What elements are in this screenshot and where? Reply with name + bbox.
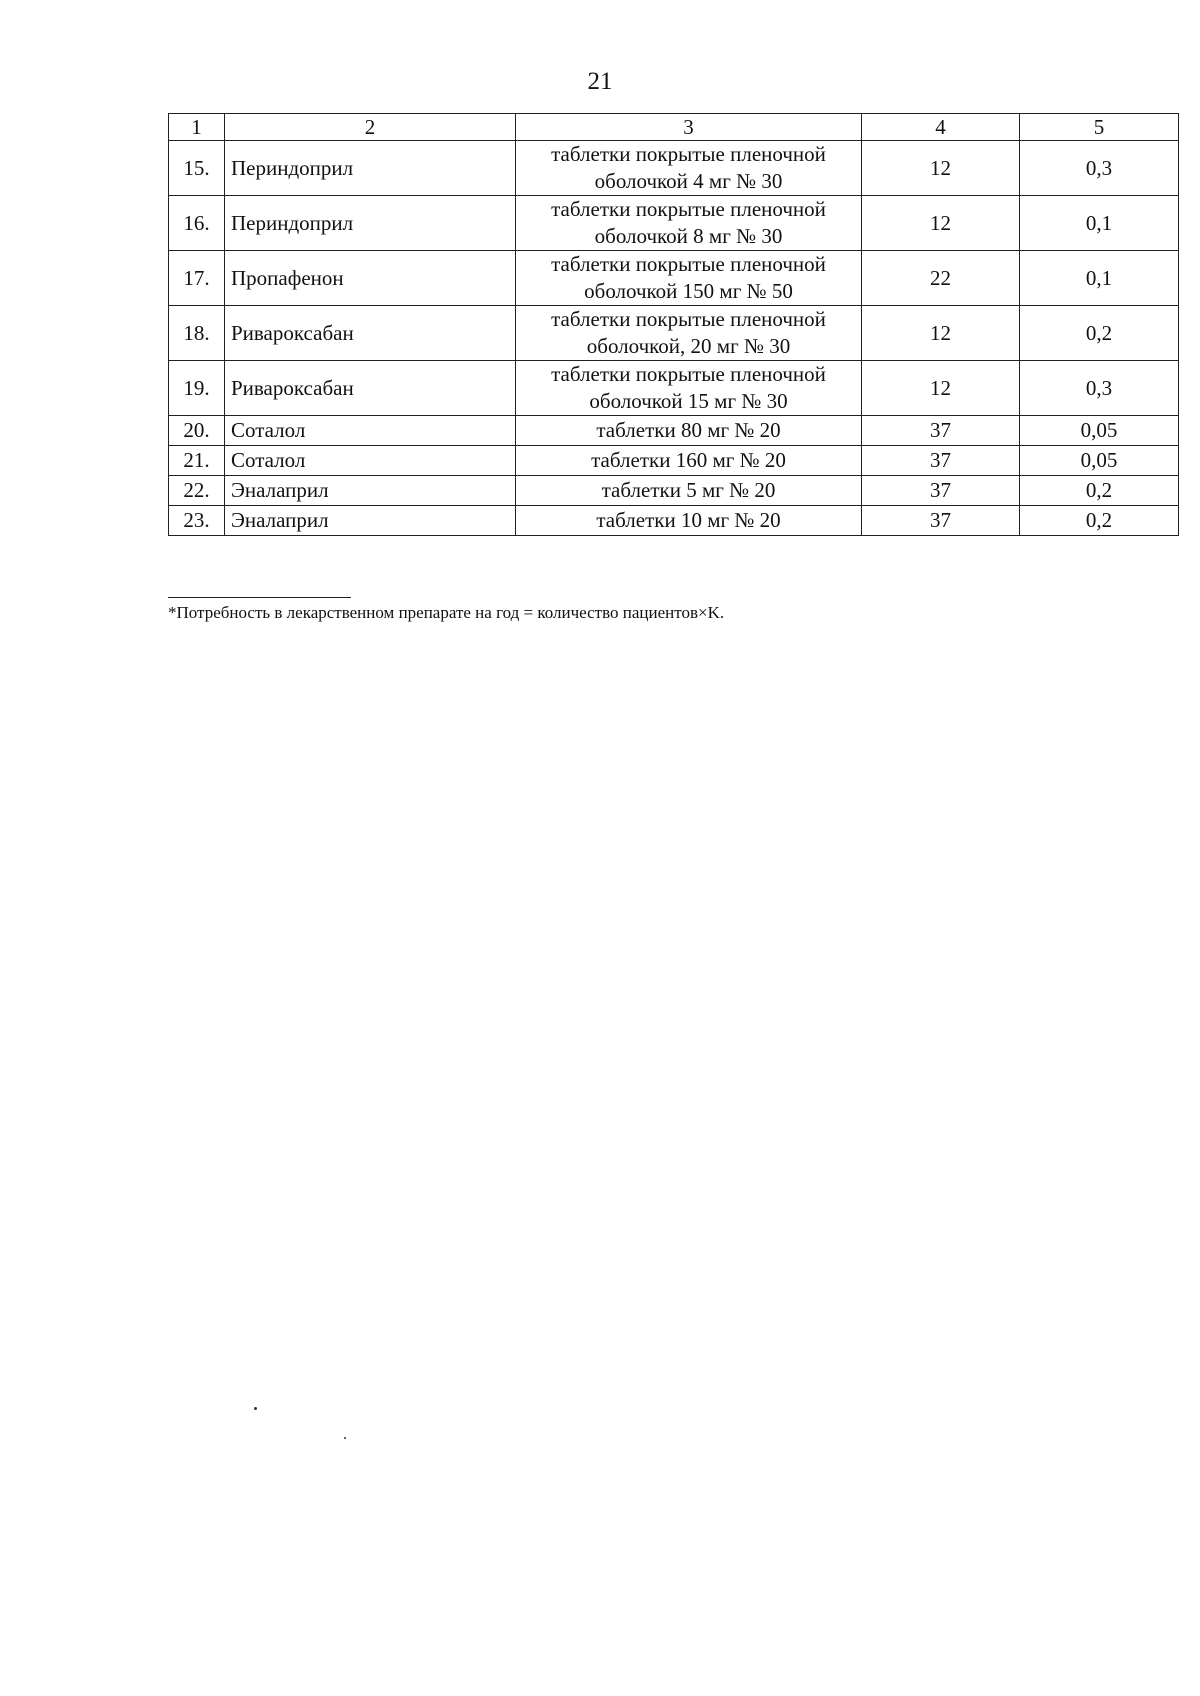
dosage-form-line: таблетки покрытые пленочной: [551, 252, 826, 276]
scan-speck: [344, 1437, 346, 1439]
drug-name: Эналаприл: [225, 506, 516, 536]
row-number: 16.: [169, 196, 225, 251]
row-number: 17.: [169, 251, 225, 306]
table-row: [169, 361, 1179, 416]
row-number: 20.: [169, 416, 225, 446]
column-5-value: 0,3: [1020, 361, 1179, 416]
column-5-value: 0,3: [1020, 141, 1179, 196]
drug-name: Соталол: [225, 446, 516, 476]
table-row: [169, 251, 1179, 306]
column-4-value: 12: [862, 361, 1020, 416]
scan-speck: [254, 1407, 257, 1410]
dosage-form-line: оболочкой 15 мг № 30: [589, 389, 788, 413]
row-number: 22.: [169, 476, 225, 506]
table-row: [169, 446, 1179, 476]
column-4-value: 37: [862, 476, 1020, 506]
dosage-form-line: таблетки покрытые пленочной: [551, 197, 826, 221]
header-cell: 1: [169, 114, 225, 141]
dosage-form-line: таблетки покрытые пленочной: [551, 362, 826, 386]
column-5-value: 0,2: [1020, 506, 1179, 536]
dosage-form: таблетки 10 мг № 20: [516, 506, 862, 536]
dosage-form: [516, 141, 862, 196]
table-row: [169, 306, 1179, 361]
table-row: [169, 141, 1179, 196]
column-4-value: 12: [862, 141, 1020, 196]
column-5-value: 0,05: [1020, 446, 1179, 476]
page-number: 21: [587, 68, 613, 95]
column-4-value: 37: [862, 506, 1020, 536]
drug-name: Пропафенон: [225, 251, 516, 306]
dosage-form-line: оболочкой 8 мг № 30: [594, 224, 783, 248]
column-5-value: 0,1: [1020, 251, 1179, 306]
column-5-value: 0,2: [1020, 306, 1179, 361]
dosage-form: таблетки 5 мг № 20: [516, 476, 862, 506]
column-5-value: 0,1: [1020, 196, 1179, 251]
dosage-form-line: оболочкой 4 мг № 30: [594, 169, 783, 193]
table-row: [169, 196, 1179, 251]
header-cell: 5: [1020, 114, 1179, 141]
column-4-value: 37: [862, 446, 1020, 476]
dosage-form: [516, 306, 862, 361]
header-cell: 4: [862, 114, 1020, 141]
dosage-form-line: таблетки покрытые пленочной: [551, 307, 826, 331]
row-number: 15.: [169, 141, 225, 196]
column-5-value: 0,2: [1020, 476, 1179, 506]
drug-name: Периндоприл: [225, 196, 516, 251]
table-row: [169, 416, 1179, 446]
column-4-value: 12: [862, 196, 1020, 251]
drug-name: Соталол: [225, 416, 516, 446]
dosage-form-line: оболочкой, 20 мг № 30: [586, 334, 791, 358]
table-row: [169, 506, 1179, 536]
drug-name: Эналаприл: [225, 476, 516, 506]
dosage-form: таблетки 80 мг № 20: [516, 416, 862, 446]
drug-name: Периндоприл: [225, 141, 516, 196]
header-cell: 3: [516, 114, 862, 141]
column-5-value: 0,05: [1020, 416, 1179, 446]
dosage-form: [516, 196, 862, 251]
table-row: [169, 476, 1179, 506]
footnote-separator: [168, 597, 351, 598]
dosage-form: [516, 251, 862, 306]
column-4-value: 12: [862, 306, 1020, 361]
column-4-value: 37: [862, 416, 1020, 446]
drug-table: [168, 113, 1179, 536]
dosage-form: таблетки 160 мг № 20: [516, 446, 862, 476]
drug-name: Ривароксабан: [225, 306, 516, 361]
row-number: 23.: [169, 506, 225, 536]
column-4-value: 22: [862, 251, 1020, 306]
dosage-form: [516, 361, 862, 416]
row-number: 19.: [169, 361, 225, 416]
table-header-row: [169, 114, 1179, 141]
row-number: 18.: [169, 306, 225, 361]
dosage-form-line: оболочкой 150 мг № 50: [584, 279, 793, 303]
dosage-form-line: таблетки покрытые пленочной: [551, 142, 826, 166]
drug-name: Ривароксабан: [225, 361, 516, 416]
header-cell: 2: [225, 114, 516, 141]
row-number: 21.: [169, 446, 225, 476]
footnote: *Потребность в лекарственном препарате на год = количество пациентов×K.: [168, 603, 725, 622]
